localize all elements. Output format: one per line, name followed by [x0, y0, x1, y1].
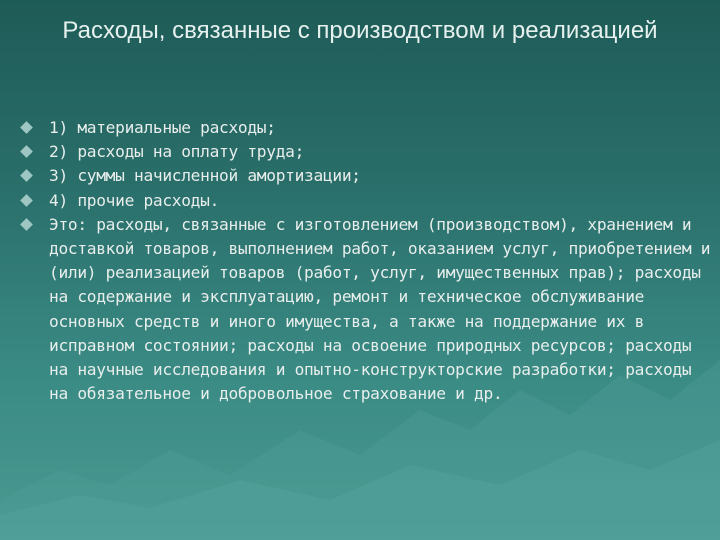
bullet-text: 4) прочие расходы. [49, 190, 220, 210]
diamond-bullet-icon [20, 218, 33, 231]
bullet-item-5 [22, 213, 712, 407]
bullet-text: 1) материальные расходы; [49, 118, 276, 137]
bullet-text: 2) расходы на оплату труда; [49, 142, 305, 162]
bullet-text: 3) суммы начисленной амортизации; [49, 166, 361, 186]
bullet-item-2 [22, 140, 712, 164]
diamond-bullet-icon [20, 145, 33, 158]
bullet-item-4 [22, 189, 712, 213]
diamond-bullet-icon [20, 194, 33, 207]
bullet-item-1 [22, 116, 712, 140]
bullet-list [22, 116, 712, 406]
diamond-bullet-icon [20, 170, 33, 183]
bullet-text: Это: расходы, связанные с изготовлением (производством), хранением и доставкой товаров, выполнением работ, оказанием услуг, приобретением и (или) реализацией товаров (работ, услуг, имущественных прав); расходы на содержание и эксплуатацию, ремонт и техническое обслуживание основных средств и иного имущества, а также на поддержание их в исправном состоянии; расходы на освоение природных ресурсов; расходы на научные исследования и опытно-конструкторские разработки; расходы на обязательное и добровольное страхование и др. [49, 214, 711, 404]
diamond-bullet-icon [20, 121, 33, 134]
bullet-item-3 [22, 164, 712, 188]
slide-title: Расходы, связанные с производством и реализацией [62, 17, 658, 44]
